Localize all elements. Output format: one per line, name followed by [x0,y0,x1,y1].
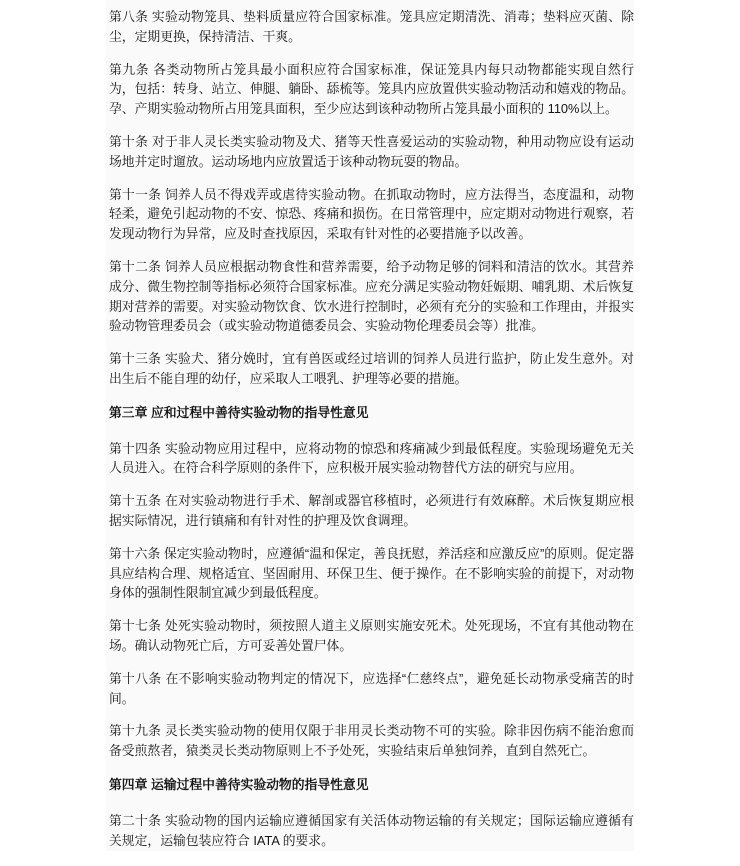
clause-number-label: 第十九条 [109,723,162,739]
clause-body-text: 实验动物的国内运输应遵循国家有关活体动物运输的有关规定；国际运输应遵循有关规定，运输包装应符合 IATA 的要求。 [109,812,635,848]
clause-body-text: 灵长类实验动物的使用仅限于非用灵长类动物不可的实验。除非因伤病不能治愈而备受煎熬者，猿类灵长类动物原则上不予处死，实验结束后单独饲养，直到自然死亡。 [109,723,635,759]
clause-body-text: 实验犬、猪分娩时，宜有兽医或经过培训的饲养人员进行监护，防止发生意外。对出生后不能自理的幼仔，应采取人工喂乳、护理等必要的措施。 [109,351,635,386]
chapter-heading [109,775,634,795]
clause-number-label: 第十二条 [109,258,162,274]
clause-body-text: 运输过程中善待实验动物的指导性意见 [150,776,369,792]
clause-body-text: 应和过程中善待实验动物的指导性意见 [150,404,369,420]
article-paragraph [109,491,634,531]
clause-body-text: 在对实验动物进行手术、解剖或器官移植时，必须进行有效麻醉。术后恢复期应根据实际情况，进行镇痛和有针对性的护理及饮食调理。 [109,493,635,528]
clause-number-label: 第十条 [109,133,149,149]
clause-number-label: 第十八条 [109,670,162,686]
clause-number-label: 第十六条 [109,545,161,561]
clause-number-label: 第四章 [109,776,148,792]
article-paragraph [109,669,634,709]
clause-body-text: 实验动物应用过程中，应将动物的惊恐和疼痛减少到最低程度。实验现场避免无关人员进入。在符合科学原则的条件下，应积极开展实验动物替代方法的研究与应用。 [109,440,635,476]
article-paragraph [109,721,634,761]
clause-body-text: 实验动物笼具、垫料质量应符合国家标准。笼具应定期清洗、消毒；垫料应灭菌、除尘，定期更换，保持清洁、干爽。 [109,9,634,44]
article-paragraph [109,7,634,47]
document-content [109,7,634,850]
clause-body-text: 对于非人灵长类实验动物及犬、猪等天性喜爱运动的实验动物，种用动物应设有运动场地并定时遛放。运动场地内应放置适于该种动物玩耍的物品。 [109,133,634,169]
chapter-heading [109,403,634,423]
article-paragraph [109,616,634,656]
article-paragraph [109,439,634,479]
clause-body-text: 各类动物所占笼具最小面积应符合国家标准，保证笼具内每只动物都能实现自然行为，包括：转身、站立、伸腿、躺卧、舔梳等。笼具内应放置供实验动物活动和嬉戏的物品。孕、产期实验动物所占用笼具面积，至少应达到该种动物所占笼具最小面积的 110%以上。 [109,61,635,117]
clause-number-label: 第十七条 [109,618,162,634]
article-paragraph [109,544,634,603]
clause-number-label: 第二十条 [109,812,162,828]
article-paragraph [109,60,634,119]
clause-body-text: 处死实验动物时，须按照人道主义原则实施安死术。处死现场，不宜有其他动物在场。确认动物死亡后，方可妥善处置尸体。 [109,618,635,653]
clause-body-text: 饲养人员不得戏弄或虐待实验动物。在抓取动物时，应方法得当，态度温和，动物轻柔，避免引起动物的不安、惊恐、疼痛和损伤。在日常管理中，应定期对动物进行观察，若发现动物行为异常，应及时查找原因，采取有针对性的必要措施予以改善。 [109,186,635,242]
clause-number-label: 第十一条 [109,186,162,202]
clause-number-label: 第九条 [109,61,150,77]
document-page [106,0,634,851]
clause-body-text: 饲养人员应根据动物食性和营养需要，给予动物足够的饲料和清洁的饮水。其营养成分、微生物控制等指标必须符合国家标准。应充分满足实验动物妊娠期、哺乳期、术后恢复期对营养的需要。对实验动物饮食、饮水进行控制时，必须有充分的实验和工作理由，并报实验动物管理委员会（或实验动物道德委员会、实验动物伦理委员会等）批准。 [109,258,635,334]
clause-body-text: 保定实验动物时，应遵循“温和保定，善良抚慰，养活痉和应激反应”的原则。促定器具应结构合理、规格适宜、坚固耐用、环保卫生、便于操作。在不影响实验的前提下，对动物身体的强制性限制宜减少到最低程度。 [109,545,635,601]
clause-number-label: 第十三条 [109,351,162,367]
article-paragraph [109,349,634,389]
clause-number-label: 第八条 [109,9,149,24]
article-paragraph [109,257,634,336]
clause-number-label: 第十四条 [109,440,162,456]
article-paragraph [109,811,634,851]
article-paragraph [109,132,634,172]
clause-number-label: 第十五条 [109,493,162,509]
article-paragraph [109,185,634,244]
clause-number-label: 第三章 [109,404,148,420]
clause-body-text: 在不影响实验动物判定的情况下，应选择“仁慈终点”，避免延长动物承受痛苦的时间。 [109,670,635,706]
